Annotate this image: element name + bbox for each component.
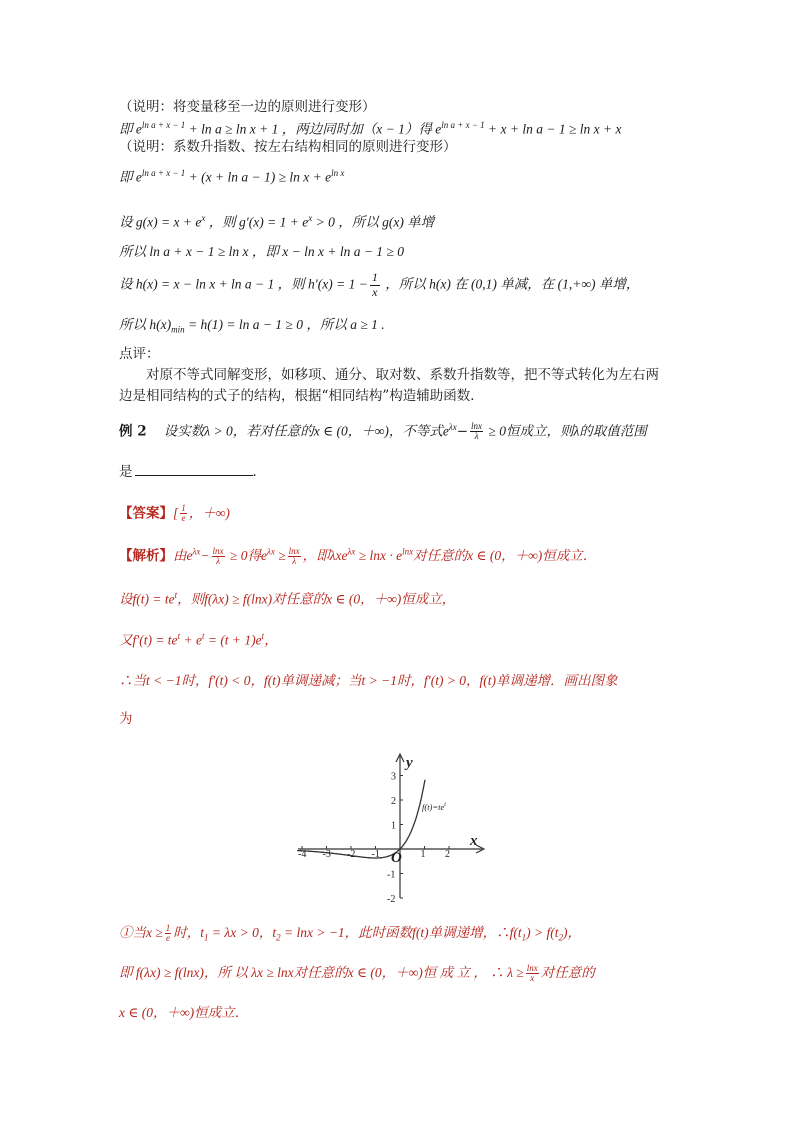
x-axis-label: x [470,833,478,849]
solution-line-1: 【解析】由$e^{\lambda x}-$ $\frac{\ln x}{\lambda}$ ≥ 0得$e^{\lambda x}$ ≥ $\frac{\ln x}{\lambda}$ ，即$\lambda xe^{\lambda x} \ge \ln x \cdot e^{lnx}$对任意的x ∈ (0，＋∞)恒成立． [119,546,597,567]
inference-2: 所以 $h(x)_{min} = h(1) = \ln a - 1 \ge 0$ ，所以 a ≥ 1 . [119,317,385,335]
example-label: 例 2 [119,423,147,440]
solution-line-4: ∴当t < −1时，f′(t) < 0，f(t)单调递减；当t > −1时，f′(t) > 0，f(t)单调递增．画出图象 [119,673,618,688]
y-tick-label: 3 [391,771,396,783]
x-tick-label: 2 [445,849,450,860]
g-definition: 设 $g(x) = x + e^x$ ，则 $g'(x) = 1 + e^x > 0$ ，所以 g(x) 单增 [119,213,435,230]
curve-label: $f(t)=te^t$ [422,802,446,812]
comment-line-2: 边是相同结构的式子的结构，根据“相同结构”构造辅助函数． [119,388,484,404]
origin-label: O [391,850,402,866]
example-2: 例 2 设实数λ > 0，若对任意的x ∈ (0，＋∞)，不等式$e^{\lambda x}-$ $\frac{\ln x}{\lambda}$ ≥ 0恒成立，则λ的取值范围 [119,421,647,442]
solution-line-3: 又$f'(t) = te^t + e^t = (t + 1)e^t$， [119,631,278,648]
example-2-line-2: 是 ． [119,464,266,480]
inference-1: 所以 ln a + x − 1 ≥ ln x ，即 x − ln x + ln a − 1 ≥ 0 [119,244,404,259]
comment-line-1: 对原不等式同解变形，如移项、通分、取对数、系数升指数等，把不等式转化为左右两 [146,367,659,383]
solution-label: 【解析】 [119,548,173,565]
y-tick-label: -2 [387,894,396,902]
note-2: （说明：系数升指数、按左右结构相同的原则进行变形） [119,139,457,155]
y-tick-label: 1 [391,820,396,832]
answer-label: 【答案】 [119,505,173,522]
answer-blank [135,463,253,476]
answer: 【答案】[ $\frac{1}{e}$ ，＋∞) [119,503,230,524]
equation-1: 即 $e^{ln a + x - 1} + \ln a \ge \ln x + 1$ ，两边同时加（x − 1）得 $e^{ln a + x - 1} + x + \ln a - 1 \ge \ln x + x$ [119,120,622,137]
x-tick-label: -3 [322,849,331,860]
comment-title: 点评： [119,346,160,362]
x-tick-label: -2 [347,849,356,860]
equation-2: 即 $e^{ln a + x - 1} + (x + \ln a - 1) \ge \ln x + e^{ln x}$ [119,168,345,185]
note-1: （说明：将变量移至一边的原则进行变形） [119,99,376,115]
case-line-3: x ∈ (0，＋∞)恒成立． [119,1005,249,1020]
solution-line-2: 设$f(t) = te^t$，则f(λx) ≥ f(lnx)对任意的x ∈ (0，＋∞)恒成立， [119,590,456,607]
x-tick-label: -1 [371,849,380,860]
y-tick-label: 2 [391,796,396,807]
y-axis-label: y [406,755,413,771]
function-graph [296,752,496,902]
y-tick-label: -1 [387,869,396,881]
case-line-1: ①当x ≥ $\frac{1}{e}$ 时，$t_1 = \lambda x > 0$，$t_2 = \ln x > -1$，此时函数f(t)单调递增，$\therefore f(t_1) > f(t_2)$， [119,923,582,944]
curve-te-t [297,780,425,858]
solution-line-5: 为 [119,711,133,727]
h-definition: 设 h(x) = x − ln x + ln a − 1 ，则 h′(x) = 1 − $\frac{1}{x}$ ，所以 h(x) 在 (0,1) 单减，在 (1,+∞) 单增， [119,270,640,299]
x-tick-label: -4 [298,849,307,860]
x-tick-label: 1 [420,849,426,860]
case-line-2: 即 f(λx) ≥ f(lnx)，所 以 λx ≥ lnx对任意的x ∈ (0，＋∞)恒 成 立 ， ∴ λ ≥ $\frac{\ln x}{x}$ 对任意的 [119,963,595,984]
